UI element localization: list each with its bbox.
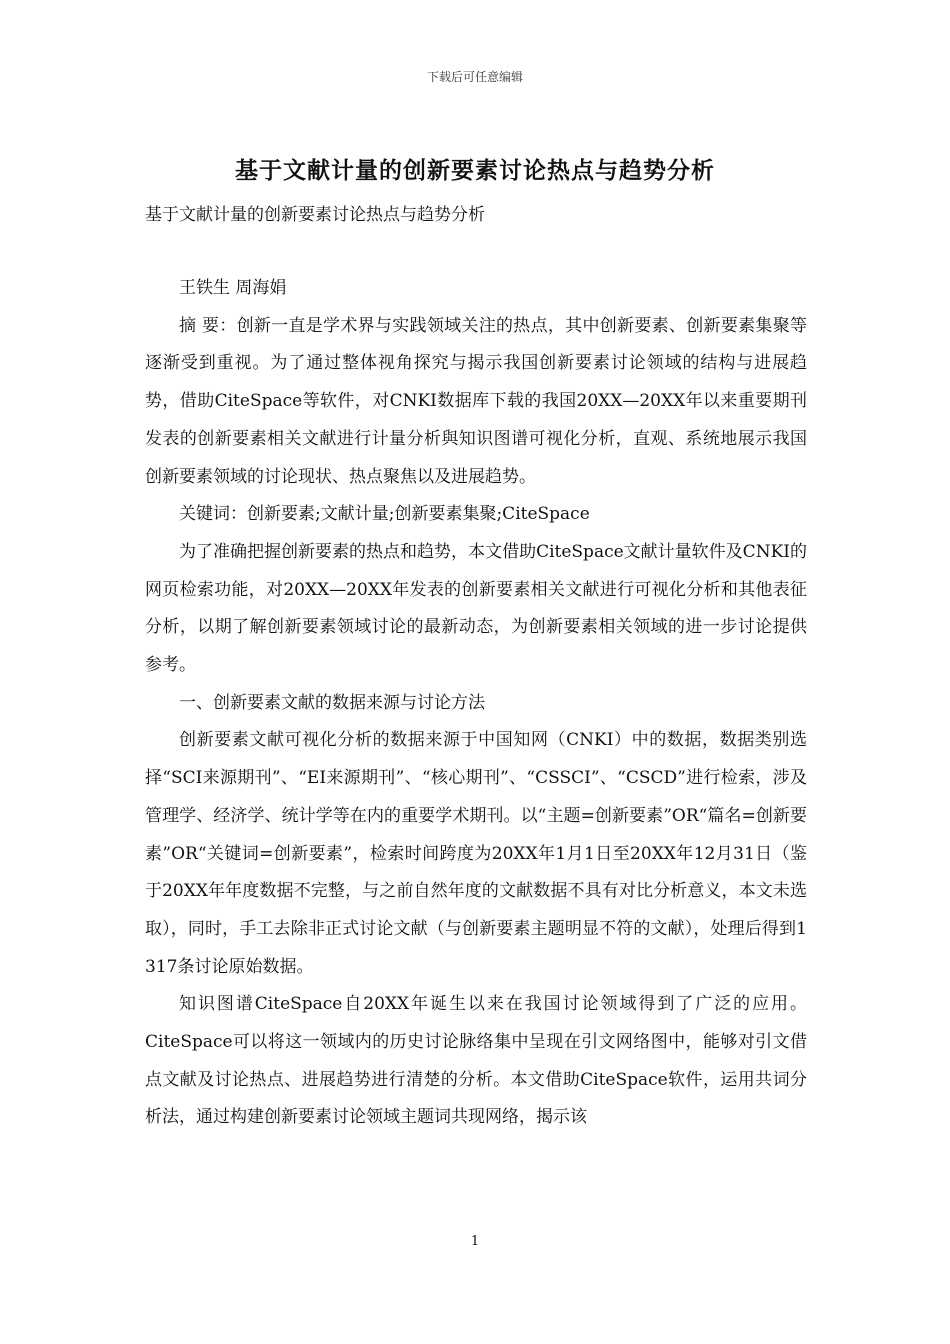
page-number: 1 bbox=[470, 1234, 480, 1249]
document-body bbox=[145, 270, 807, 1137]
authors: 王铁生 周海娟 bbox=[179, 278, 287, 298]
body-paragraph: 创新要素文献可视化分析的数据来源于中国知网（CNKI）中的数据，数据类别选择“SCI来源期刊”、“EI来源期刊”、“核心期刊”、“CSSCI”、“CSCD”进行检索，涉及管理学、经济学、统计学等在内的重要学术期刊。以“主题=创新要素”OR“篇名=创新要素”OR“关键词=创新要素”，检索时间跨度为20XX年1月1日至20XX年12月31日（鉴于20XX年年度数据不完整，与之前自然年度的文献数据不具有对比分析意义，本文未选取），同时，手工去除非正式讨论文献（与创新要素主题明显不符的文献），处理后得到1 317条讨论原始数据。 bbox=[145, 730, 807, 977]
document-subtitle: 基于文献计量的创新要素讨论热点与趋势分析 bbox=[145, 205, 485, 225]
section-heading: 一、创新要素文献的数据来源与讨论方法 bbox=[179, 692, 485, 713]
document-title: 基于文献计量的创新要素讨论热点与趋势分析 bbox=[235, 157, 715, 184]
header-note: 下载后可任意编辑 bbox=[426, 70, 523, 84]
keywords-paragraph: 关键词：创新要素;文献计量;创新要素集聚;CiteSpace bbox=[179, 504, 590, 525]
abstract-paragraph: 摘 要：创新一直是学术界与实践领域关注的热点，其中创新要素、创新要素集聚等逐渐受到重视。为了通过整体视角探究与揭示我国创新要素讨论领域的结构与进展趋势，借助CiteSpace等软件，对CNKI数据库下载的我国20XX—20XX年以来重要期刊发表的创新要素相关文献进行计量分析與知识图谱可视化分析，直观、系统地展示我国创新要素领域的讨论现状、热点聚焦以及进展趋势。 bbox=[145, 315, 807, 487]
body-paragraph: 知识图谱CiteSpace自20XX年诞生以来在我国讨论领域得到了广泛的应用。CiteSpace可以将这一领域内的历史讨论脉络集中呈现在引文网络图中，能够对引文借点文献及讨论热点、进展趋势进行清楚的分析。本文借助CiteSpace软件，运用共词分析法，通过构建创新要素讨论领域主题词共现网络，揭示该 bbox=[145, 994, 807, 1128]
intro-paragraph: 为了准确把握创新要素的热点和趋势，本文借助CiteSpace文献计量软件及CNKI的网页检索功能，对20XX—20XX年发表的创新要素相关文献进行可视化分析和其他表征分析，以期了解创新要素领域讨论的最新动态，为创新要素相关领域的进一步讨论提供参考。 bbox=[145, 541, 807, 676]
